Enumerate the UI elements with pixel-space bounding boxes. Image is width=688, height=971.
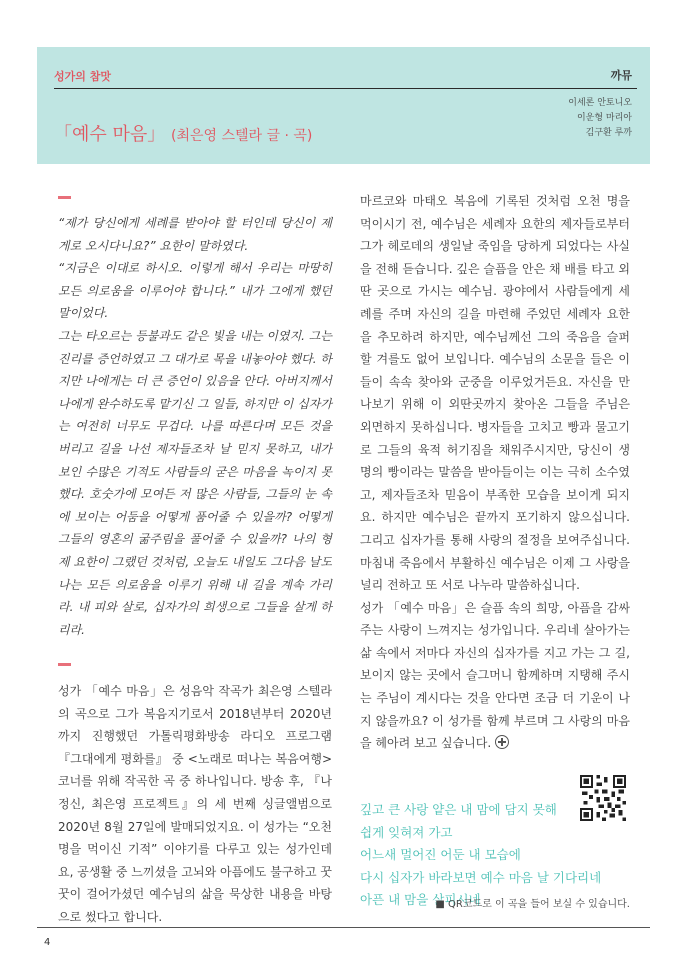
lyric-line: 아픈 내 맘을 살피시네 [360,892,481,908]
page-number: 4 [44,937,51,948]
body-paragraph: 성가 「예수 마음」은 슬픔 속의 희망, 아픔을 감싸주는 사랑이 느껴지는 성가입니다. 우리네 살아가는 삶 속에서 저마다 자신의 십자가를 지고 가는 그 길, 보이지 않는 곳에서 슬그머니 함께하며 지탱해 주시는 주님이 계시다는 것을 안다면 조금 더 기운이 나지 않을까요? 이 성가를 함께 부르며 그 사랑의 마음을 헤아려 보고 싶습니다. [360,600,630,751]
lyric-line: 쉽게 잊혀져 가고 [360,824,453,840]
author-name: 김구환 루까 [585,128,632,138]
title-subtitle: (최은영 스텔라 글 · 곡) [171,128,313,144]
quote-dash-marker [58,196,71,199]
section-label: 성가의 참맛 [54,70,111,83]
qr-code-icon[interactable] [580,775,626,821]
footer-rule [37,927,650,928]
intro-paragraph: 성가 「예수 마음」은 성음악 작곡가 최은영 스텔라의 곡으로 그가 복음지기로서 2018년부터 2020년까지 진행했던 가톨릭평화방송 라디오 프로그램 『그대에게 평화를』 중 <노래로 떠나는 복음여행> 코너를 위해 작곡한 곡 중 하나입니다. 방송 후, 『나정신, 최은영 프로젝트』의 세 번째 싱글앨범으로 2020년 8월 27일에 발매되었지요. 이 성가는 “오천 명을 먹이신 기적” 이야기를 다루고 있는 성가인데요, 공생활 중 느끼셨을 고뇌와 아픔에도 불구하고 꿋꿋이 걸어가셨던 예수님의 삶을 묵상한 내용을 바탕으로 썼다고 합니다. [58,684,332,924]
header-panel [37,47,650,164]
quote-block [58,212,332,641]
quote-paragraph: 그는 타오르는 등불과도 같은 빛을 내는 이였지. 그는 진리를 증언하였고 그 대가로 목을 내놓아야 했다. 하지만 나에게는 더 큰 증언이 있음을 안다. 아버지께서 나에게 완수하도록 맡기신 그 일들, 하지만 이 십자가는 여전히 너무도 무겁다. 나를 따른다며 모든 것을 버리고 길을 나선 제자들조차 날 믿지 못하고, 내가 보인 수많은 기적도 사람들의 굳은 마음을 녹이지 못했다. 호숫가에 모여든 저 많은 사람들, 그들의 눈 속에 보이는 어둠을 어떻게 품어줄 수 있을까? 어떻게 그들의 영혼의 굶주림을 풀어줄 수 있을까? 나의 형제 요한이 그랬던 것처럼, 오늘도 내일도 그다음 날도 나는 모든 의로움을 이루기 위해 내 길을 계속 가리라. 내 피와 살로, 십자가의 희생으로 그들을 살게 하리라. [58,328,332,637]
lyric-line: 다시 십자가 바라보면 예수 마음 날 기다리네 [360,869,602,885]
quote-paragraph: “제가 당신에게 세례를 받아야 할 터인데 당신이 제게로 오시다니요?” 요한이 말하였다. [58,216,332,253]
author-name: 이세론 안토니오 [568,98,632,108]
lyric-line: 어느새 멀어진 어둔 내 모습에 [360,847,521,863]
author-name: 이운형 마리아 [576,113,632,123]
brand-label: 까뮤 [610,69,632,82]
body-paragraph: 마르코와 마태오 복음에 기록된 것처럼 오천 명을 먹이시기 전, 예수님은 세례자 요한의 제자들로부터 그가 헤로데의 생일날 죽임을 당하게 되었다는 사실을 전해 듣습니다. 깊은 슬픔을 안은 채 배를 타고 외딴 곳으로 가시는 예수님. 광야에서 사람들에게 세례를 주며 자신의 길을 마련해 주었던 세례자 요한을 추모하려 하지만, 예수님께선 그의 죽음을 슬퍼할 겨를도 없어 보입니다. 예수님의 소문을 들은 이들이 속속 찾아와 군중을 이루었거든요. 자신을 만나보기 위해 이 외딴곳까지 찾아온 그들을 주님은 외면하지 못하십니다. 병자들을 고치고 빵과 물고기로 그들의 육적 허기짐을 채워주시지만, 당신이 생명의 빵이라는 말씀을 받아들이는 이는 극히 소수였고, 제자들조차 믿음이 부족한 모습을 보이게 되지요. 하지만 예수님은 끝까지 포기하지 않으십니다. 그리고 십자가를 통해 사랑의 절정을 보여주십니다. 마침내 죽음에서 부활하신 예수님은 이제 그 사랑을 널리 전하고 또 서로 나누라 말씀하십니다. [360,194,630,593]
article-title [54,120,312,146]
qr-caption: ■ QR코드로 이 곡을 들어 보실 수 있습니다. [435,899,630,910]
intro-dash-marker [58,663,71,666]
title-main: 「예수 마음」 [54,124,166,145]
lyric-line: 깊고 큰 사랑 얕은 내 맘에 담지 못해 [360,802,557,817]
cross-symbol-icon [495,735,509,749]
header-rule [54,88,637,89]
right-column [360,190,630,755]
author-list [568,96,632,141]
quote-paragraph: “지금은 이대로 하시오. 이렇게 해서 우리는 마땅히 모든 의로움을 이루어야 합니다.” 내가 그에게 했던 말이었다. [58,261,332,321]
intro-block [58,680,332,929]
